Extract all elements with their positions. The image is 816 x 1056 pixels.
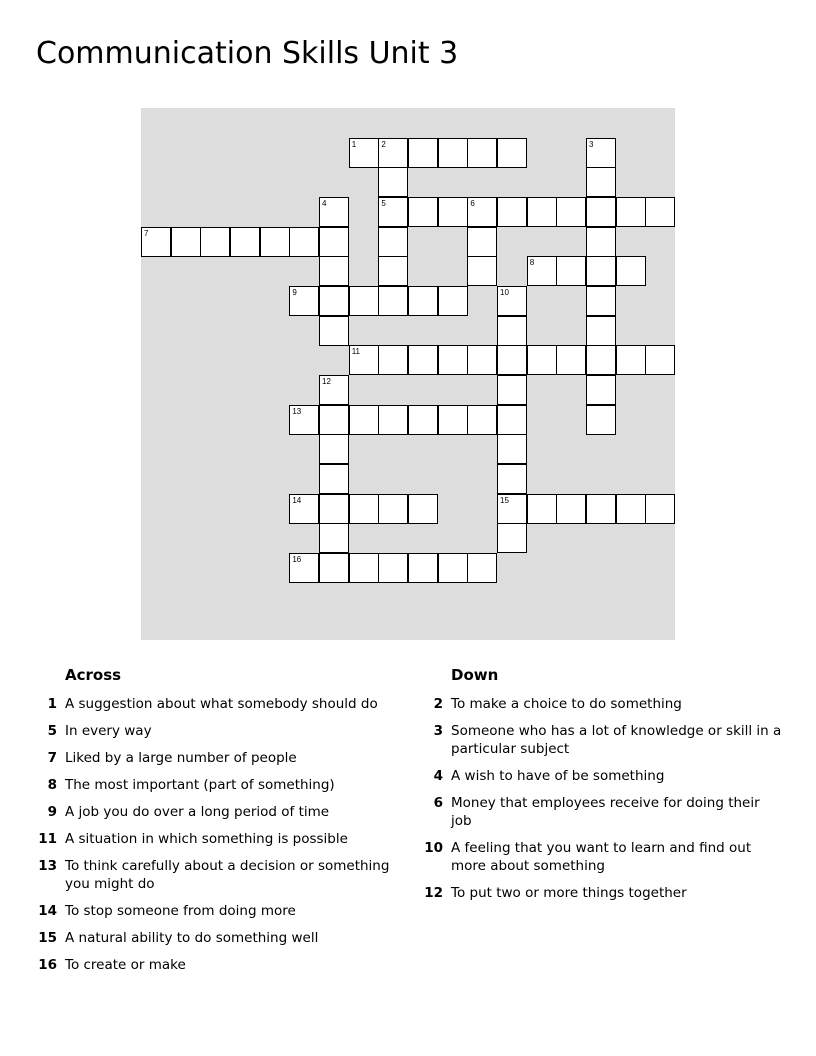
- grid-cell[interactable]: [319, 375, 349, 405]
- grid-cell[interactable]: [349, 553, 379, 583]
- down-clue: [423, 695, 783, 713]
- grid-cell[interactable]: [378, 256, 408, 286]
- across-clue: [37, 776, 397, 794]
- grid-cell[interactable]: [438, 138, 468, 168]
- grid-cell[interactable]: [319, 434, 349, 464]
- grid-cell[interactable]: [645, 345, 675, 375]
- grid-cell[interactable]: [586, 227, 616, 257]
- cell-number: 11: [351, 347, 360, 357]
- grid-cell[interactable]: [378, 197, 408, 227]
- cell-number: 16: [292, 555, 302, 565]
- down-heading: Down: [451, 666, 499, 684]
- grid-cell[interactable]: [289, 553, 319, 583]
- clue-text: A suggestion about what somebody should do: [65, 696, 378, 712]
- cell-number: 15: [500, 495, 509, 505]
- across-clue: [37, 956, 397, 974]
- cell-number: 5: [381, 199, 386, 208]
- grid-cell[interactable]: [438, 553, 468, 583]
- grid-cell[interactable]: [645, 197, 675, 227]
- grid-cell[interactable]: [497, 405, 527, 435]
- clue-text: In every way: [65, 723, 152, 739]
- grid-cell[interactable]: [438, 197, 468, 227]
- clue-number: 12: [424, 885, 443, 901]
- grid-cell[interactable]: [319, 523, 349, 553]
- grid-cell[interactable]: [467, 197, 497, 227]
- clue-number: 10: [424, 840, 443, 856]
- grid-cell[interactable]: [349, 494, 379, 524]
- down-clue: [423, 884, 783, 902]
- grid-cell[interactable]: [616, 256, 646, 286]
- cell-number: 2: [381, 139, 386, 149]
- cell-number: 3: [589, 139, 594, 149]
- clue-number: 14: [38, 903, 57, 919]
- grid-cell[interactable]: [556, 345, 586, 375]
- cell-number: 4: [322, 199, 327, 208]
- grid-cell[interactable]: [497, 286, 527, 316]
- grid-cell[interactable]: [319, 464, 349, 494]
- grid-cell[interactable]: [378, 494, 408, 524]
- clue-text: To put two or more things together: [451, 885, 687, 901]
- grid-cell[interactable]: [586, 256, 616, 286]
- clue-text: To make a choice to do something: [451, 696, 682, 712]
- grid-cell[interactable]: [289, 227, 319, 257]
- grid-cell[interactable]: [408, 345, 438, 375]
- clue-text: A natural ability to do something well: [65, 930, 319, 946]
- grid-cell[interactable]: [645, 494, 675, 524]
- page-title: Communication Skills Unit 3: [36, 36, 459, 71]
- clue-number: 9: [47, 804, 57, 820]
- across-clue: [37, 695, 397, 713]
- grid-cell[interactable]: [200, 227, 230, 257]
- cell-number: 13: [292, 406, 302, 416]
- across-clue: [37, 722, 397, 740]
- across-clue: [37, 902, 397, 920]
- cell-number: 14: [292, 495, 302, 505]
- grid-cell[interactable]: [497, 434, 527, 464]
- grid-cell[interactable]: [319, 553, 349, 583]
- grid-cell[interactable]: [616, 197, 646, 227]
- clue-number: 3: [433, 723, 443, 739]
- grid-cell[interactable]: [319, 286, 349, 316]
- grid-cell[interactable]: [289, 494, 319, 524]
- cell-number: 9: [292, 288, 297, 298]
- grid-cell[interactable]: [319, 227, 349, 257]
- grid-cell[interactable]: [378, 405, 408, 435]
- grid-cell[interactable]: [438, 345, 468, 375]
- clue-text: The most important (part of something): [65, 777, 335, 793]
- clue-number: 16: [38, 957, 57, 973]
- grid-cell[interactable]: [616, 345, 646, 375]
- grid-cell[interactable]: [408, 197, 438, 227]
- grid-cell[interactable]: [378, 286, 408, 316]
- clue-number: 4: [433, 768, 443, 784]
- down-clue: [423, 794, 783, 830]
- clue-text: Someone who has a lot of knowledge or skill in a particular subject: [451, 723, 782, 757]
- clue-text: A wish to have of be something: [451, 768, 665, 784]
- grid-cell[interactable]: [289, 286, 319, 316]
- grid-cell[interactable]: [378, 227, 408, 257]
- grid-cell[interactable]: [289, 405, 319, 435]
- cell-number: 6: [470, 199, 475, 208]
- grid-cell[interactable]: [497, 464, 527, 494]
- grid-cell[interactable]: [586, 286, 616, 316]
- clue-text: A job you do over a long period of time: [65, 804, 330, 820]
- clue-text: To think carefully about a decision or something you might do: [65, 858, 390, 892]
- grid-cell[interactable]: [497, 345, 527, 375]
- grid-cell[interactable]: [556, 494, 586, 524]
- grid-cell[interactable]: [467, 256, 497, 286]
- grid-cell[interactable]: [467, 553, 497, 583]
- grid-cell[interactable]: [349, 405, 379, 435]
- across-clue: [37, 749, 397, 767]
- grid-cell[interactable]: [260, 227, 290, 257]
- cell-number: 1: [351, 139, 357, 149]
- clue-number: 2: [433, 696, 443, 712]
- grid-cell[interactable]: [497, 316, 527, 346]
- clue-number: 11: [38, 831, 57, 847]
- across-clue: [37, 830, 397, 848]
- clue-number: 5: [47, 723, 57, 739]
- grid-cell[interactable]: [378, 553, 408, 583]
- clue-number: 13: [38, 858, 57, 874]
- grid-cell[interactable]: [319, 316, 349, 346]
- cell-number: 8: [529, 258, 535, 268]
- grid-cell[interactable]: [586, 197, 616, 227]
- clue-text: To stop someone from doing more: [65, 903, 296, 919]
- grid-cell[interactable]: [586, 405, 616, 435]
- grid-cell[interactable]: [349, 286, 379, 316]
- grid-cell[interactable]: [527, 494, 557, 524]
- across-clue: [37, 929, 397, 947]
- grid-cell[interactable]: [467, 405, 497, 435]
- grid-cell[interactable]: [408, 405, 438, 435]
- grid-cell[interactable]: [408, 286, 438, 316]
- grid-cell[interactable]: [586, 494, 616, 524]
- cell-number: 7: [144, 228, 149, 238]
- down-clue: [423, 722, 783, 758]
- grid-cell[interactable]: [467, 227, 497, 257]
- grid-cell[interactable]: [527, 256, 557, 286]
- grid-cell[interactable]: [408, 494, 438, 524]
- grid-cell[interactable]: [467, 138, 497, 168]
- clue-text: Money that employees receive for doing their job: [451, 795, 760, 829]
- grid-cell[interactable]: [408, 138, 438, 168]
- across-clue: [37, 803, 397, 821]
- grid-cell[interactable]: [586, 375, 616, 405]
- grid-cell[interactable]: [171, 227, 201, 257]
- grid-cell[interactable]: [586, 345, 616, 375]
- clue-number: 7: [47, 750, 57, 766]
- grid-cell[interactable]: [378, 345, 408, 375]
- grid-cell[interactable]: [586, 138, 616, 168]
- grid-cell[interactable]: [556, 256, 586, 286]
- cell-number: 10: [500, 288, 509, 298]
- grid-cell[interactable]: [527, 345, 557, 375]
- grid-cell[interactable]: [586, 316, 616, 346]
- down-clue: [423, 767, 783, 785]
- grid-cell[interactable]: [497, 375, 527, 405]
- across-clue: [37, 857, 397, 893]
- grid-cell[interactable]: [141, 227, 171, 257]
- clue-number: 1: [47, 696, 57, 712]
- grid-cell[interactable]: [319, 197, 349, 227]
- crossword-grid: [141, 108, 675, 640]
- grid-cell[interactable]: [408, 553, 438, 583]
- grid-cell[interactable]: [378, 167, 408, 197]
- grid-cell[interactable]: [497, 138, 527, 168]
- grid-cell[interactable]: [497, 197, 527, 227]
- clue-number: 15: [38, 930, 57, 946]
- clue-text: A situation in which something is possible: [65, 831, 348, 847]
- grid-cell[interactable]: [349, 345, 379, 375]
- grid-cell[interactable]: [230, 227, 260, 257]
- grid-cell[interactable]: [349, 138, 379, 168]
- grid-cell[interactable]: [616, 494, 646, 524]
- grid-cell[interactable]: [586, 167, 616, 197]
- cell-number: 12: [322, 377, 331, 387]
- across-heading: Across: [65, 666, 122, 684]
- down-clue: [423, 839, 783, 875]
- grid-cell[interactable]: [497, 494, 527, 524]
- grid-cell[interactable]: [438, 405, 468, 435]
- clue-text: A feeling that you want to learn and find out more about something: [451, 840, 752, 874]
- grid-cell[interactable]: [467, 345, 497, 375]
- down-clues: [423, 664, 783, 911]
- grid-cell[interactable]: [319, 494, 349, 524]
- grid-cell[interactable]: [319, 256, 349, 286]
- clue-number: 6: [433, 795, 443, 811]
- grid-cell[interactable]: [378, 138, 408, 168]
- across-clues: [37, 664, 397, 983]
- grid-cell[interactable]: [438, 286, 468, 316]
- grid-cell[interactable]: [319, 405, 349, 435]
- grid-cell[interactable]: [527, 197, 557, 227]
- clue-text: To create or make: [65, 957, 186, 973]
- clue-text: Liked by a large number of people: [65, 750, 297, 766]
- grid-cell[interactable]: [497, 523, 527, 553]
- grid-cell[interactable]: [556, 197, 586, 227]
- clue-number: 8: [47, 777, 57, 793]
